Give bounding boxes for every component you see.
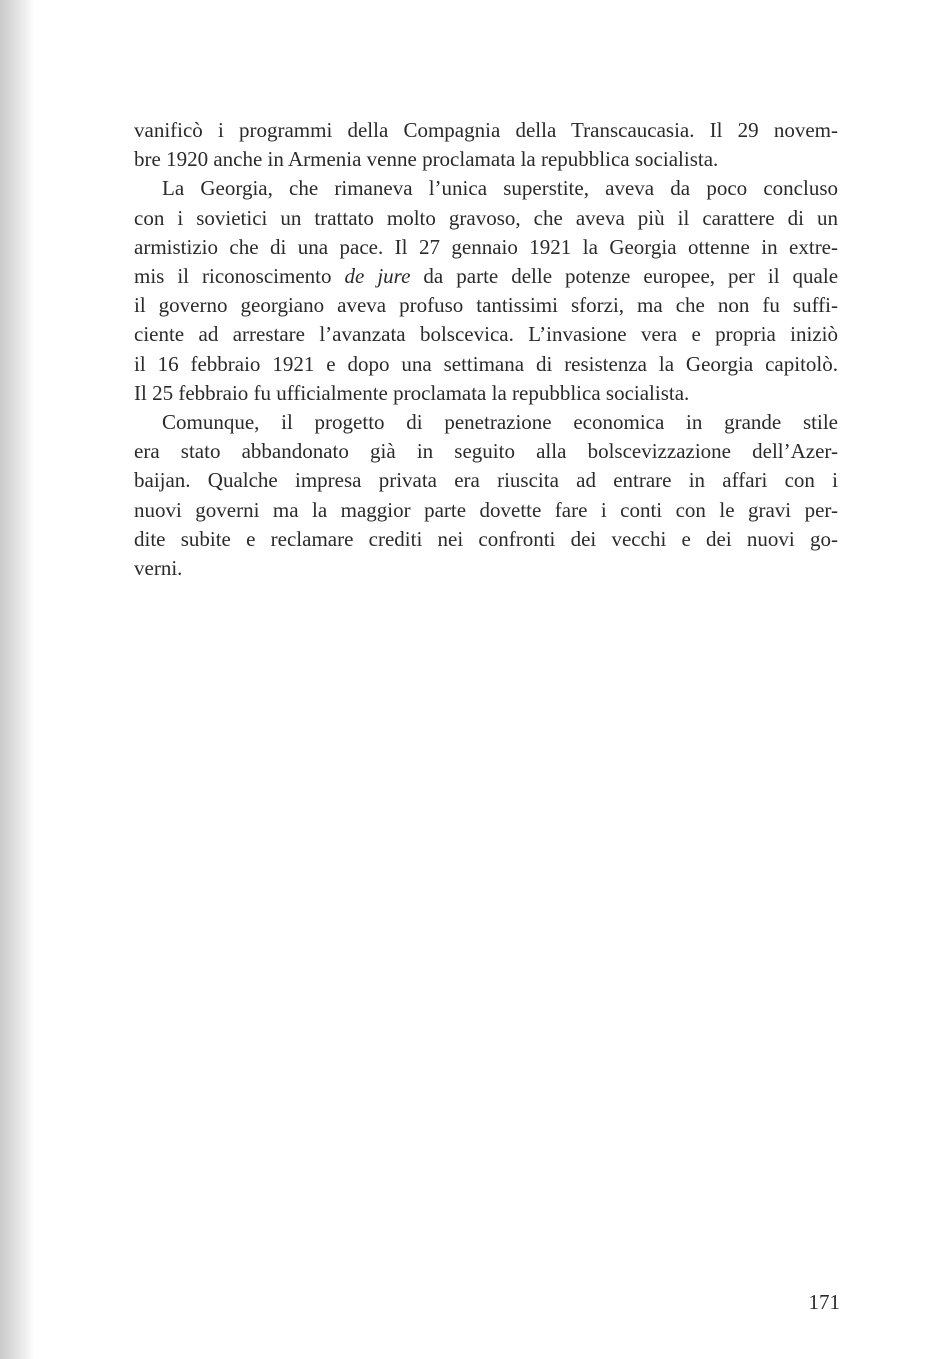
italic-phrase: de jure [344, 264, 411, 289]
text-line: verni. [134, 556, 183, 581]
text-line-with-italic [134, 262, 838, 291]
text-line: ciente ad arrestare l’avanzata bolscevica. L’invasione vera e propria iniziò [134, 322, 838, 347]
page-number: 171 [808, 1290, 840, 1314]
text-line: era stato abbandonato già in seguito alla bolscevizzazione dell’Azer- [134, 439, 838, 464]
text-line: baijan. Qualche impresa privata era riuscita ad entrare in affari con i [134, 468, 838, 493]
text-line: nuovi governi ma la maggior parte dovette fare i conti con le gravi per- [134, 497, 838, 522]
text-line: bre 1920 anche in Armenia venne proclamata la repubblica socialista. [134, 147, 719, 172]
text-line: il 16 febbraio 1921 e dopo una settimana di resistenza la Georgia capitolò. [134, 351, 838, 376]
text-line: dite subite e reclamare crediti nei confronti dei vecchi e dei nuovi go- [134, 526, 838, 551]
text-line: La Georgia, che rimaneva l’unica superstite, aveva da poco concluso [162, 176, 838, 201]
text-segment: mis il riconoscimento [134, 264, 332, 289]
text-line: con i sovietici un trattato molto gravoso, che aveva più il carattere di un [134, 205, 838, 230]
text-segment: da parte delle potenze europee, per il quale [423, 264, 838, 289]
text-line: il governo georgiano aveva profuso tantissimi sforzi, ma che non fu suffi- [134, 293, 838, 318]
paragraph-2 [134, 174, 838, 408]
text-line: vanificò i programmi della Compagnia della Transcaucasia. Il 29 novem- [134, 118, 838, 142]
body-text [134, 116, 838, 583]
page-binding-shadow [0, 0, 34, 1359]
text-line: Il 25 febbraio fu ufficialmente proclamata la repubblica socialista. [134, 380, 690, 405]
paragraph-3 [134, 408, 838, 583]
paragraph-1 [134, 116, 838, 174]
text-line: armistizio che di una pace. Il 27 gennaio 1921 la Georgia ottenne in extre- [134, 234, 838, 259]
text-line: Comunque, il progetto di penetrazione economica in grande stile [162, 410, 838, 435]
